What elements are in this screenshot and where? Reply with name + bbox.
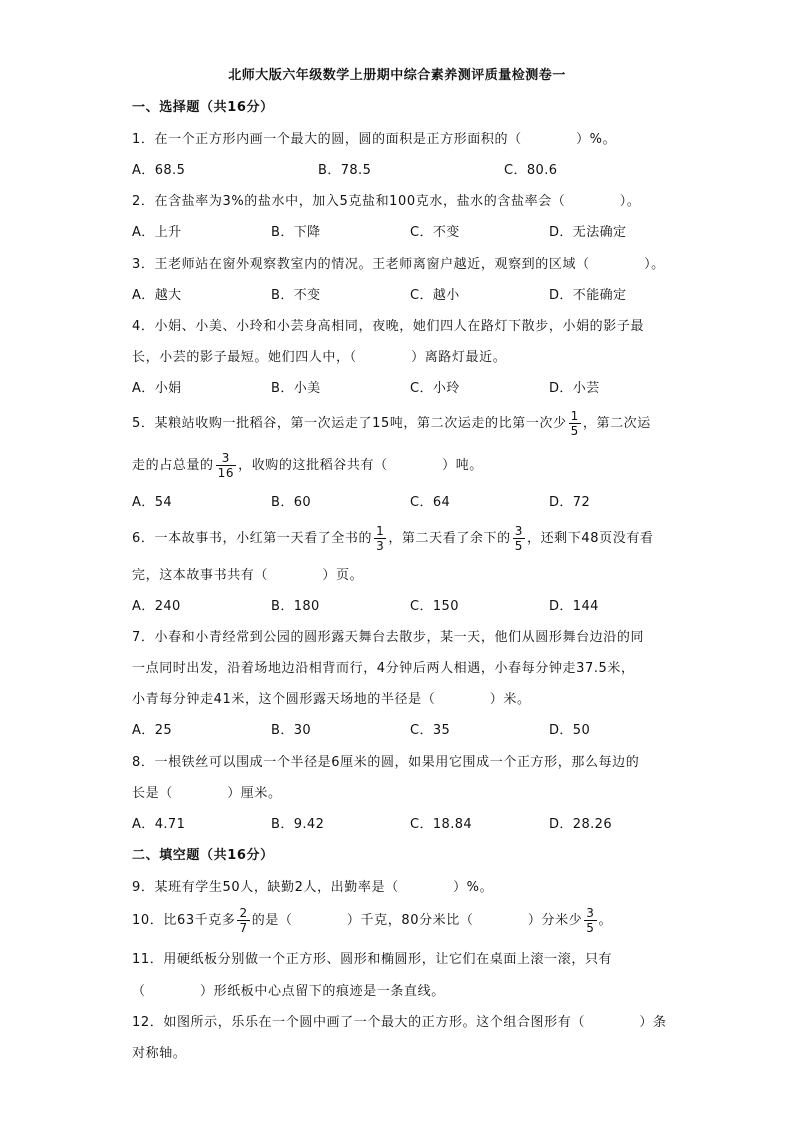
option-d: D．无法确定 [549, 225, 627, 240]
option-d: D．28.26 [549, 817, 613, 832]
fraction [374, 525, 386, 552]
question-5-text-d: ，收购的这批稻谷共有（ ）吨。 [238, 458, 483, 473]
question-6-line-1 [132, 521, 654, 557]
question-9-text: 9．某班有学生50人，缺勤2人，出勤率是（ ）%。 [132, 880, 494, 895]
fraction-numerator: 3 [514, 524, 523, 538]
option-c: C．150 [410, 599, 459, 614]
option-a: A．68.5 [132, 163, 186, 178]
question-12-line-2: 对称轴。 [132, 1046, 187, 1061]
question-2-options [132, 223, 692, 243]
option-d: D．144 [549, 599, 599, 614]
option-d: D．72 [549, 495, 591, 510]
option-b: B．180 [271, 599, 320, 614]
fraction-denominator: 5 [570, 424, 579, 438]
question-4-options [132, 379, 692, 399]
question-6-text-c: ，还剩下48页没有看 [526, 531, 654, 546]
section-heading-choice: 一、选择题（共16分） [132, 100, 274, 115]
question-11-line-2: （ ）形纸板中心点留下的痕迹是一条直线。 [132, 984, 445, 999]
option-a: A．越大 [132, 288, 182, 303]
fraction [584, 907, 596, 934]
question-8-line-1: 8．一根铁丝可以围成一个半径是6厘米的圆，如果用它围成一个正方形，那么每边的 [132, 755, 640, 770]
question-10-line [132, 903, 612, 939]
option-b: B．小美 [271, 381, 321, 396]
option-b: B．30 [271, 723, 312, 738]
question-11-line-1: 11．用硬纸板分别做一个正方形、圆形和椭圆形，让它们在桌面上滚一滚，只有 [132, 952, 613, 967]
fraction [216, 452, 236, 479]
option-c: C．64 [410, 495, 451, 510]
option-a: A．25 [132, 723, 173, 738]
question-6-text-b: ，第二天看了余下的 [388, 531, 511, 546]
question-5-text-c: 走的占总量的 [132, 458, 214, 473]
option-b: B．78.5 [318, 163, 372, 178]
option-b: B．下降 [271, 225, 321, 240]
fraction-denominator: 7 [239, 921, 248, 935]
question-2-text: 2．在含盐率为3%的盐水中，加入5克盐和100克水，盐水的含盐率会（ ）。 [132, 194, 641, 209]
fraction-numerator: 1 [570, 409, 579, 423]
question-10-text-c: 。 [598, 913, 613, 928]
question-1-text: 1．在一个正方形内画一个最大的圆，圆的面积是正方形面积的（ ）%。 [132, 132, 617, 147]
option-d: D．不能确定 [549, 288, 627, 303]
question-5-text-b: ，第二次运 [582, 416, 651, 431]
option-c: C．80.6 [504, 163, 558, 178]
option-b: B．60 [271, 495, 312, 510]
question-5-options [132, 493, 692, 513]
section-heading-fill: 二、填空题（共16分） [132, 848, 274, 863]
question-6-line-2: 完，这本故事书共有（ ）页。 [132, 568, 364, 583]
question-8-line-2: 长是（ ）厘米。 [132, 786, 282, 801]
question-7-options [132, 721, 692, 741]
option-d: D．50 [549, 723, 591, 738]
fraction-denominator: 16 [217, 466, 235, 480]
question-4-line-2: 长，小芸的影子最短。她们四人中，（ ）离路灯最近。 [132, 350, 507, 365]
fraction-numerator: 3 [586, 906, 595, 920]
question-6-options [132, 597, 692, 617]
question-10-text-a: 10．比63千克多 [132, 913, 236, 928]
fraction-denominator: 5 [586, 921, 595, 935]
option-a: A．上升 [132, 225, 182, 240]
question-7-line-1: 7．小春和小青经常到公园的圆形露天舞台去散步，某一天，他们从圆形舞台边沿的同 [132, 630, 645, 645]
option-b: B．不变 [271, 288, 321, 303]
question-8-options [132, 815, 692, 835]
option-b: B．9.42 [271, 817, 325, 832]
question-3-text: 3．王老师站在窗外观察教室内的情况。王老师离窗户越近，观察到的区域（ ）。 [132, 257, 665, 272]
page-title: 北师大版六年级数学上册期中综合素养测评质量检测卷一 [228, 68, 566, 83]
question-7-line-2: 一点同时出发，沿着场地边沿相背而行，4分钟后两人相遇，小春每分钟走37.5米， [132, 661, 635, 676]
fraction-numerator: 1 [376, 524, 385, 538]
fraction-numerator: 3 [216, 452, 236, 466]
question-1-options [132, 161, 692, 181]
fraction [569, 410, 581, 437]
option-c: C．35 [410, 723, 451, 738]
question-6-text-a: 6．一本故事书，小红第一天看了全书的 [132, 531, 373, 546]
fraction [237, 907, 249, 934]
option-d: D．小芸 [549, 381, 600, 396]
question-3-options [132, 286, 692, 306]
option-c: C．小玲 [410, 381, 460, 396]
question-10-text-b: 的是（ ）千克，80分米比（ ）分米少 [251, 913, 583, 928]
option-c: C．越小 [410, 288, 460, 303]
fraction-denominator: 3 [376, 539, 385, 553]
question-7-line-3: 小青每分钟走41米，这个圆形露天场地的半径是（ ）米。 [132, 692, 531, 707]
question-5-line-1 [132, 406, 651, 442]
option-a: A．240 [132, 599, 181, 614]
fraction-numerator: 2 [239, 906, 248, 920]
question-4-line-1: 4．小娟、小美、小玲和小芸身高相同，夜晚，她们四人在路灯下散步，小娟的影子最 [132, 319, 645, 334]
option-a: A．小娟 [132, 381, 182, 396]
fraction-denominator: 5 [514, 539, 523, 553]
option-c: C．不变 [410, 225, 460, 240]
question-5-text-a: 5．某粮站收购一批稻谷，第一次运走了15吨，第二次运走的比第一次少 [132, 416, 567, 431]
fraction [513, 525, 525, 552]
question-5-line-2 [132, 448, 483, 484]
option-a: A．54 [132, 495, 173, 510]
question-12-line-1: 12．如图所示，乐乐在一个圆中画了一个最大的正方形。这个组合图形有（ ）条 [132, 1015, 667, 1030]
option-a: A．4.71 [132, 817, 186, 832]
option-c: C．18.84 [410, 817, 473, 832]
